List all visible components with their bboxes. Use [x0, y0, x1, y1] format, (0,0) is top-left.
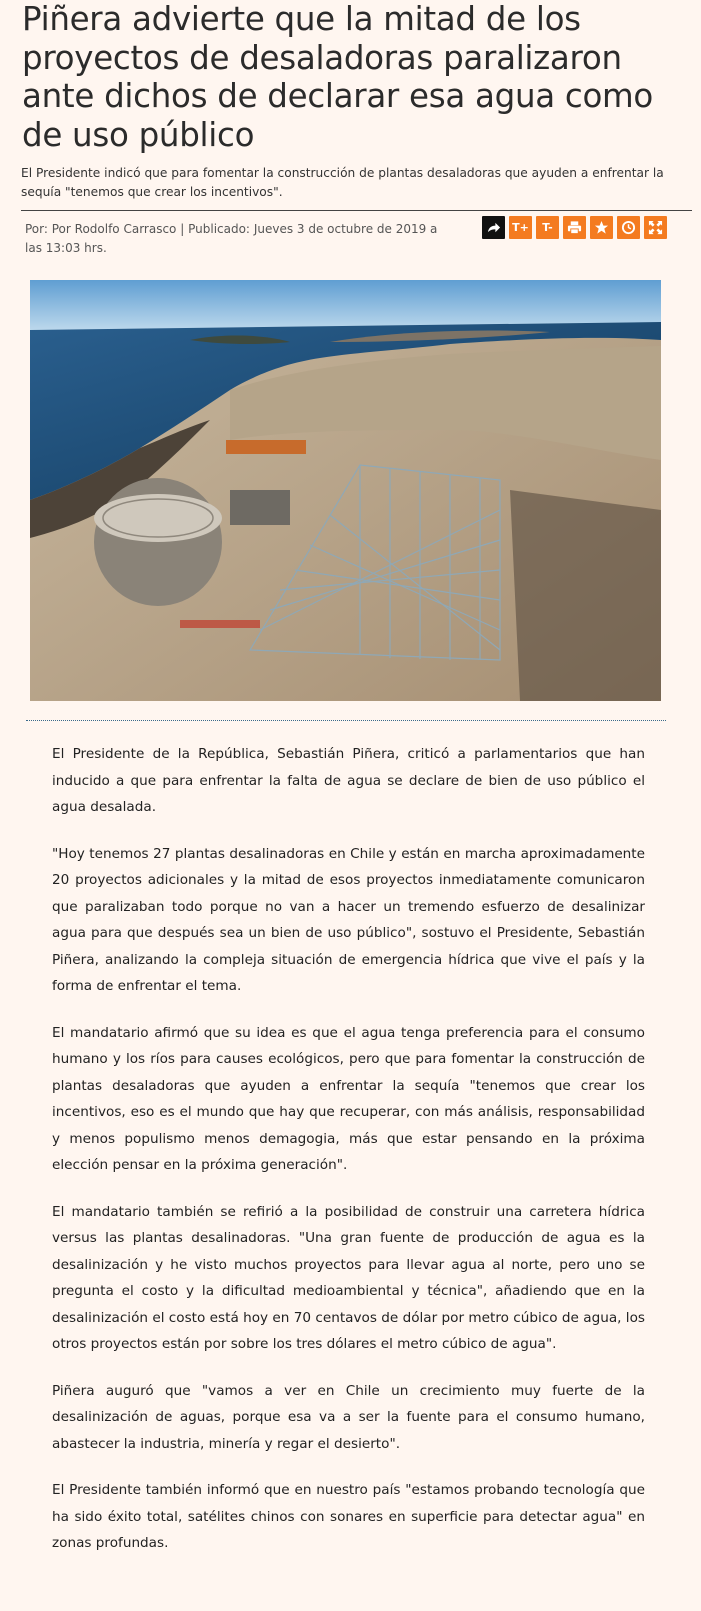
header-divider [21, 210, 692, 211]
paragraph: Piñera auguró que "vamos a ver en Chile un crecimiento muy fuerte de la desalinización de aguas, porque esa va a ser la fuente para el consumo humano, abastecer la industria, minería y regar el desierto". [52, 1382, 645, 1452]
share-button[interactable] [482, 216, 505, 239]
photo-divider [26, 720, 666, 721]
share-arrow-icon [486, 220, 501, 235]
published-date: Jueves 3 de octubre de 2019 a las 13:03 hrs. [25, 222, 438, 255]
byline-separator: | [180, 222, 185, 236]
print-icon [567, 220, 582, 235]
published-label: Publicado: [188, 222, 250, 236]
clock-icon [621, 220, 636, 235]
author-name[interactable]: Por Rodolfo Carrasco [51, 222, 177, 236]
article-subtitle: El Presidente indicó que para fomentar la construcción de plantas desaladoras que ayuden a enfrentar la sequía "tenemos que crear los incentivos". [21, 166, 664, 199]
paragraph: El Presidente de la República, Sebastián Piñera, criticó a parlamentarios que han inducido a que para enfrentar la falta de agua se declare de bien de uso público el agua desalada. [52, 746, 645, 815]
article-title: Piñera advierte que la mitad de los proyectos de desaladoras paralizaron ante dichos de declarar esa agua como de uso público [22, 0, 653, 154]
paragraph: "Hoy tenemos 27 plantas desalinadoras en Chile y están en marcha aproximadamente 20 proyectos adicionales y la mitad de esos proyectos inmediatamente comunicaron que paralizaban todo porque no van a hacer un tremendo esfuerzo de desalinizar agua para que después sea un bien de uso público", sostuvo el Presidente, Sebastián Piñera, analizando la compleja situación de emergencia hídrica que vive el país y la forma de enfrentar el tema. [52, 845, 645, 994]
text-increase-button[interactable] [509, 216, 532, 239]
text-increase-icon: T+ [512, 221, 529, 234]
favorite-button[interactable] [590, 216, 613, 239]
article-toolbar [482, 216, 667, 239]
paragraph: El Presidente también informó que en nuestro país "estamos probando tecnología que ha sido éxito total, satélites chinos con sonares en superficie para detectar agua" en zonas profundas. [52, 1482, 645, 1551]
fullscreen-icon [648, 220, 663, 235]
paragraph: El mandatario también se refirió a la posibilidad de construir una carretera hídrica versus las plantas desalinadoras. "Una gran fuente de producción de agua es la desalinización y he visto muchos proyectos para llevar agua al norte, pero uno se pregunta el costo y la dificultad medioambiental y técnica", añadiendo que en la desalinización el costo está hoy en 70 centavos de dólar por metro cúbico de agua, los otros proyectos están por sobre los tres dólares el metro cúbico de agua". [52, 1203, 645, 1352]
text-decrease-button[interactable] [536, 216, 559, 239]
read-later-button[interactable] [617, 216, 640, 239]
fullscreen-button[interactable] [644, 216, 667, 239]
byline-prefix: Por: [25, 222, 48, 236]
text-decrease-icon: T- [542, 221, 553, 234]
paragraph: El mandatario afirmó que su idea es que el agua tenga preferencia para el consumo humano y los ríos para causes ecológicos, pero que para fomentar la construcción de plantas desaladoras que ayuden a enfrentar la sequía "tenemos que crear los incentivos, eso es el mundo que hay que recuperar, con más análisis, responsabilidad y menos populismo menos demagogia, más que estar pensando en la próxima elección pensar en la próxima generación". [52, 1024, 645, 1173]
article-photo [30, 280, 661, 701]
star-icon [594, 220, 609, 235]
print-button[interactable] [563, 216, 586, 239]
byline [25, 220, 455, 258]
article-body [52, 741, 645, 1577]
